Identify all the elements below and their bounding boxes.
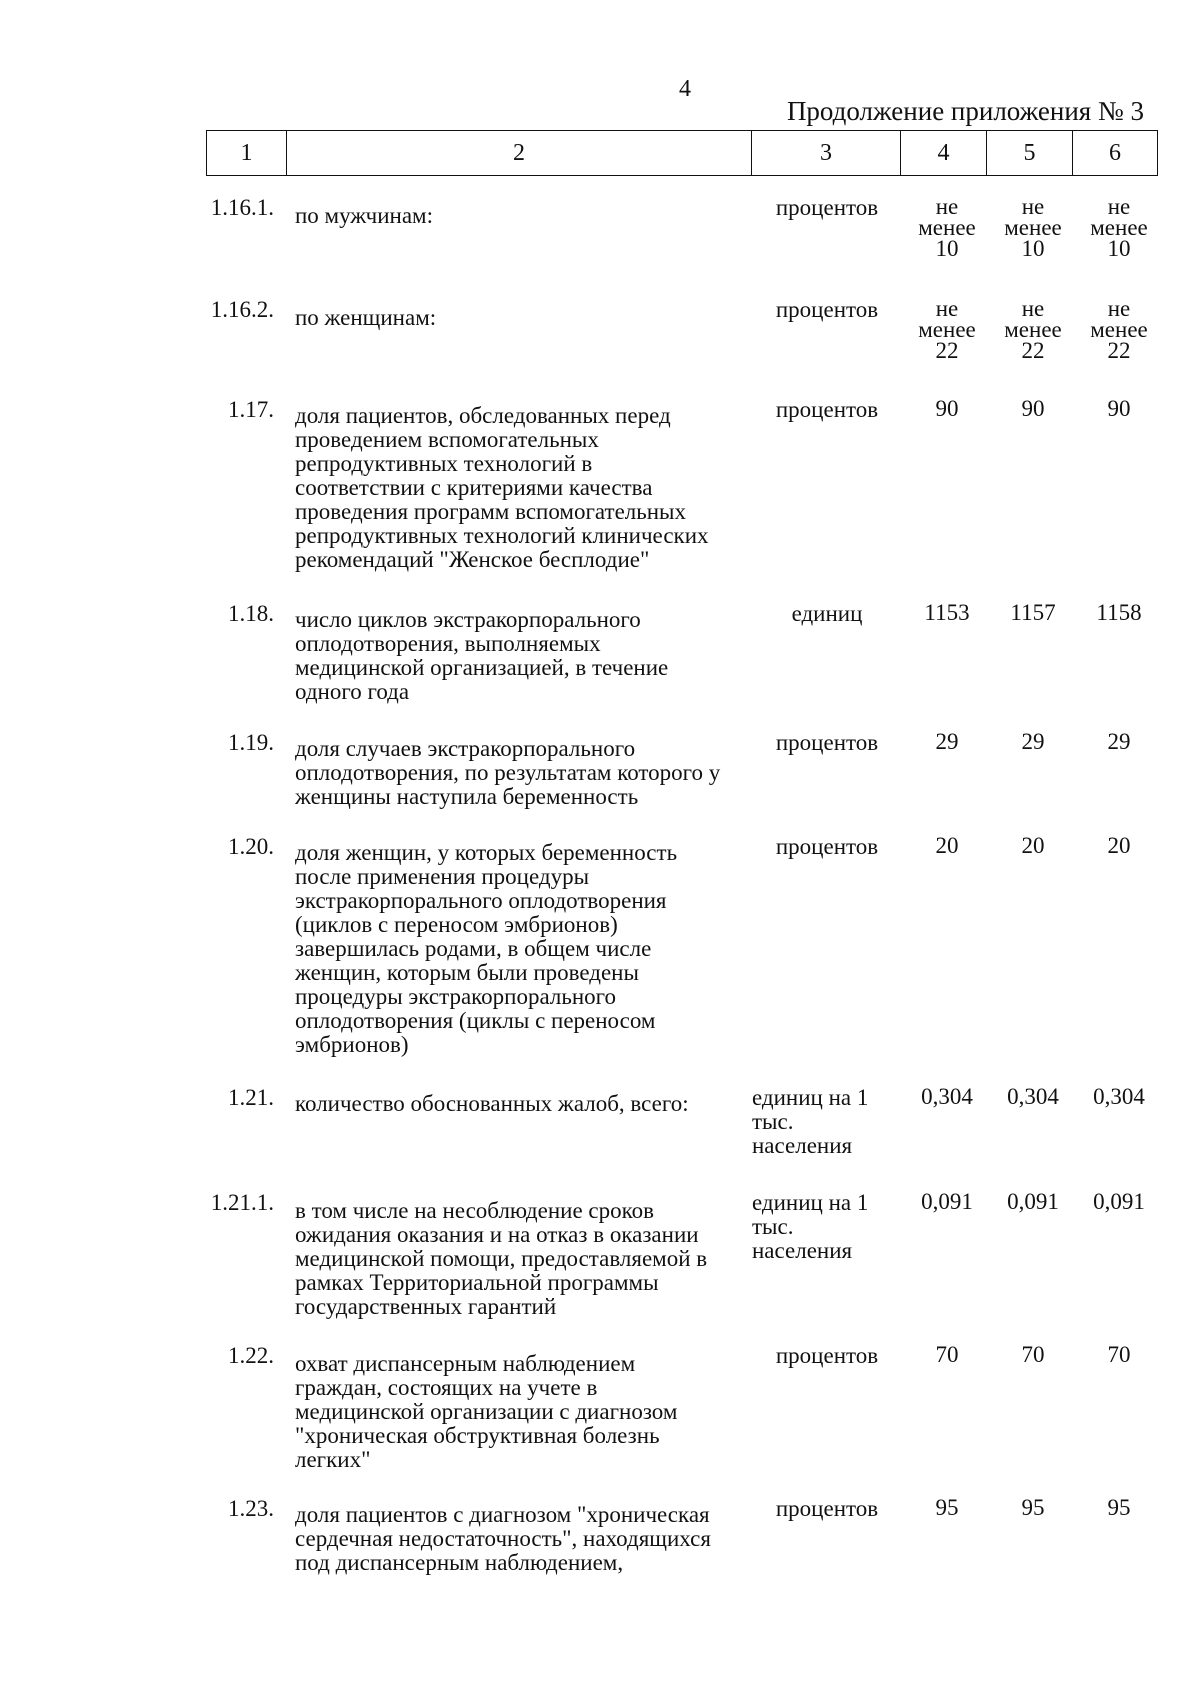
description-line: под диспансерным наблюдением, (295, 1550, 624, 1575)
value-line: 1158 (1096, 600, 1142, 625)
description-line: "хроническая обструктивная болезнь (295, 1423, 660, 1448)
description-line: репродуктивных технологий в (295, 451, 593, 476)
header-col-4: 4 (901, 131, 987, 176)
description-line: доля пациентов с диагнозом "хроническая (295, 1502, 710, 1527)
description-line: по мужчинам: (295, 203, 433, 228)
row-number: 1.20. (228, 834, 274, 859)
description-line: доля случаев экстракорпорального (295, 736, 636, 761)
row-number: 1.17. (228, 397, 274, 422)
unit-line: процентов (775, 1343, 879, 1368)
row-value-6 (1077, 602, 1161, 623)
row-description (295, 1092, 765, 1116)
value-line: 0,304 (1093, 1084, 1145, 1109)
description-line: медицинской помощи, предоставляемой в (295, 1246, 708, 1271)
value-line: не (1021, 296, 1045, 321)
value-line: 22 (1107, 338, 1131, 363)
row-value-5 (991, 398, 1075, 419)
row-value-5 (991, 1497, 1075, 1518)
description-line: медицинской организации с диагнозом (295, 1399, 678, 1424)
row-number: 1.23. (228, 1496, 274, 1521)
row-unit (752, 1086, 902, 1158)
row-value-6 (1077, 1497, 1161, 1518)
value-line: 90 (1021, 396, 1045, 421)
unit-line: тыс. (752, 1109, 794, 1134)
value-line: не (935, 194, 959, 219)
description-line: доля пациентов, обследованных перед (295, 403, 671, 428)
value-line: менее (918, 317, 976, 342)
row-value-5 (991, 1344, 1075, 1365)
row-value-5 (991, 196, 1075, 259)
value-line: 70 (1107, 1342, 1131, 1367)
value-line: 90 (1107, 396, 1131, 421)
description-line: проведением вспомогательных (295, 427, 599, 452)
description-line: соответствии с критериями качества (295, 475, 653, 500)
value-line: 29 (935, 729, 959, 754)
row-number: 1.19. (228, 730, 274, 755)
description-line: женщин, которым были проведены (295, 960, 639, 985)
row-value-6 (1077, 1191, 1161, 1212)
value-line: 20 (1021, 833, 1045, 858)
description-line: доля женщин, у которых беременность (295, 840, 678, 865)
unit-line: единиц (791, 601, 863, 626)
row-value-5 (991, 298, 1075, 361)
description-line: оплодотворения (циклы с переносом (295, 1008, 656, 1033)
description-line: эмбрионов) (295, 1032, 409, 1057)
value-line: 0,091 (1093, 1189, 1145, 1214)
description-line: государственных гарантий (295, 1294, 557, 1319)
description-line: число циклов экстракорпорального (295, 607, 641, 632)
description-line: завершилась родами, в общем числе (295, 936, 652, 961)
description-line: ожидания оказания и на отказ в оказании (295, 1222, 699, 1247)
value-line: 1157 (1010, 600, 1056, 625)
row-value-4 (905, 1086, 989, 1107)
description-line: рекомендаций "Женское бесплодие" (295, 547, 650, 572)
header-row (207, 131, 1158, 176)
row-value-6 (1077, 298, 1161, 361)
unit-line: процентов (775, 730, 879, 755)
value-line: 95 (935, 1495, 959, 1520)
value-line: 22 (1021, 338, 1045, 363)
value-line: не (1107, 194, 1131, 219)
header-col-6: 6 (1073, 131, 1158, 176)
row-unit (752, 602, 902, 626)
description-line: охват диспансерным наблюдением (295, 1351, 636, 1376)
value-line: менее (918, 215, 976, 240)
unit-line: процентов (775, 1496, 879, 1521)
description-line: в том числе на несоблюдение сроков (295, 1198, 654, 1223)
value-line: 10 (1107, 236, 1131, 261)
value-line: 1153 (924, 600, 970, 625)
description-line: сердечная недостаточность", находящихся (295, 1526, 711, 1551)
row-value-4 (905, 1344, 989, 1365)
row-value-6 (1077, 731, 1161, 752)
row-value-5 (991, 1086, 1075, 1107)
row-value-4 (905, 196, 989, 259)
row-value-5 (991, 731, 1075, 752)
row-value-5 (991, 835, 1075, 856)
description-line: оплодотворения, выполняемых (295, 631, 601, 656)
row-value-5 (991, 1191, 1075, 1212)
row-value-6 (1077, 835, 1161, 856)
row-unit (752, 731, 902, 755)
row-value-5 (991, 602, 1075, 623)
row-value-6 (1077, 1344, 1161, 1365)
description-line: проведения программ вспомогательных (295, 499, 686, 524)
row-number: 1.21. (228, 1085, 274, 1110)
description-line: количество обоснованных жалоб, всего: (295, 1091, 689, 1116)
value-line: 20 (1107, 833, 1131, 858)
header-col-5: 5 (987, 131, 1073, 176)
table-header (206, 130, 1158, 176)
value-line: менее (1004, 215, 1062, 240)
row-description (295, 737, 765, 809)
value-line: 22 (935, 338, 959, 363)
value-line: 70 (935, 1342, 959, 1367)
row-value-4 (905, 1497, 989, 1518)
row-value-4 (905, 1191, 989, 1212)
row-description (295, 1199, 765, 1319)
value-line: 95 (1107, 1495, 1131, 1520)
page-number: 4 (679, 76, 691, 102)
value-line: 20 (935, 833, 959, 858)
value-line: 29 (1107, 729, 1131, 754)
row-unit (752, 1191, 902, 1263)
header-col-2: 2 (287, 131, 752, 176)
row-value-4 (905, 398, 989, 419)
row-value-6 (1077, 1086, 1161, 1107)
row-description (295, 306, 765, 330)
unit-line: единиц на 1 (752, 1085, 869, 1110)
description-line: экстракорпорального оплодотворения (295, 888, 667, 913)
description-line: одного года (295, 679, 410, 704)
unit-line: процентов (775, 195, 879, 220)
description-line: граждан, состоящих на учете в (295, 1375, 598, 1400)
row-number: 1.16.2. (210, 297, 274, 322)
row-number: 1.16.1. (210, 195, 274, 220)
unit-line: процентов (775, 834, 879, 859)
unit-line: населения (752, 1133, 853, 1158)
value-line: 95 (1021, 1495, 1045, 1520)
value-line: менее (1090, 317, 1148, 342)
description-line: после применения процедуры (295, 864, 590, 889)
description-line: рамках Территориальной программы (295, 1270, 659, 1295)
row-number: 1.18. (228, 601, 274, 626)
row-value-4 (905, 298, 989, 361)
row-description (295, 404, 765, 572)
row-value-6 (1077, 398, 1161, 419)
row-description (295, 1503, 765, 1575)
row-value-4 (905, 835, 989, 856)
description-line: по женщинам: (295, 305, 437, 330)
value-line: 70 (1021, 1342, 1045, 1367)
description-line: процедуры экстракорпорального (295, 984, 617, 1009)
value-line: не (935, 296, 959, 321)
value-line: менее (1004, 317, 1062, 342)
row-number: 1.21.1. (210, 1190, 274, 1215)
row-description (295, 608, 765, 704)
row-unit (752, 298, 902, 322)
row-unit (752, 398, 902, 422)
row-unit (752, 1497, 902, 1521)
description-line: легких" (295, 1447, 371, 1472)
header-col-1: 1 (207, 131, 287, 176)
value-line: не (1021, 194, 1045, 219)
value-line: 0,304 (1007, 1084, 1059, 1109)
value-line: 0,304 (921, 1084, 973, 1109)
row-description (295, 204, 765, 228)
description-line: репродуктивных технологий клинических (295, 523, 709, 548)
value-line: 10 (935, 236, 959, 261)
row-number: 1.22. (228, 1343, 274, 1368)
row-unit (752, 196, 902, 220)
unit-line: единиц на 1 (752, 1190, 869, 1215)
value-line: 29 (1021, 729, 1045, 754)
row-value-6 (1077, 196, 1161, 259)
unit-line: процентов (775, 297, 879, 322)
row-unit (752, 835, 902, 859)
value-line: менее (1090, 215, 1148, 240)
value-line: не (1107, 296, 1131, 321)
row-value-4 (905, 731, 989, 752)
unit-line: тыс. (752, 1214, 794, 1239)
value-line: 10 (1021, 236, 1045, 261)
description-line: женщины наступила беременность (295, 784, 639, 809)
header-col-3: 3 (752, 131, 901, 176)
unit-line: населения (752, 1238, 853, 1263)
value-line: 0,091 (921, 1189, 973, 1214)
description-line: медицинской организацией, в течение (295, 655, 669, 680)
description-line: оплодотворения, по результатам которого у (295, 760, 721, 785)
row-value-4 (905, 602, 989, 623)
appendix-continuation-title: Продолжение приложения № 3 (786, 96, 1144, 126)
row-description (295, 1352, 765, 1472)
description-line: (циклов с переносом эмбрионов) (295, 912, 618, 937)
unit-line: процентов (775, 397, 879, 422)
value-line: 90 (935, 396, 959, 421)
row-unit (752, 1344, 902, 1368)
row-description (295, 841, 765, 1057)
value-line: 0,091 (1007, 1189, 1059, 1214)
